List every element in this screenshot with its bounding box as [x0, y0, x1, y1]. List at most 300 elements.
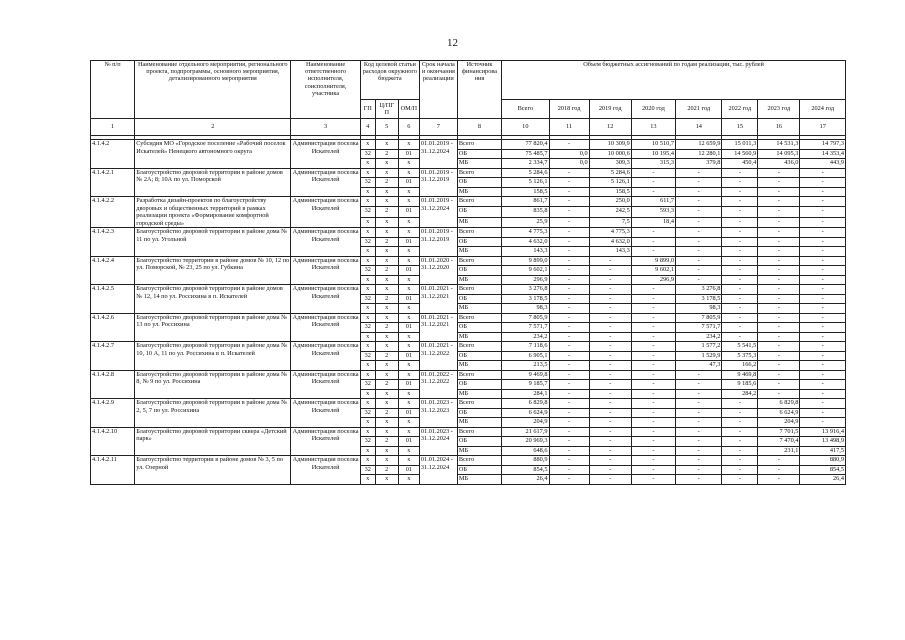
amount-cell: 12 280,1: [676, 149, 722, 159]
item-number: 4.1.4.2.1: [91, 168, 135, 197]
amount-cell: -: [676, 197, 722, 207]
amount-cell: -: [758, 332, 800, 342]
item-executor: Администрация поселка Искателей: [291, 399, 361, 428]
source-cell: МБ: [457, 187, 501, 197]
amount-cell: 13 498,9: [800, 437, 846, 447]
amount-cell: 4 632,0: [589, 237, 631, 247]
source-cell: МБ: [457, 446, 501, 456]
col-number: 6: [398, 119, 419, 136]
amount-cell: 9 899,0: [631, 256, 675, 266]
amount-cell: -: [589, 456, 631, 466]
amount-cell: -: [631, 399, 675, 409]
item-name: Благоустройство территории в районе домов № 3, 5 по ул. Озерной: [135, 456, 291, 485]
amount-cell: -: [549, 266, 589, 276]
table-row: [91, 197, 846, 207]
amount-cell: 9 899,0: [502, 256, 549, 266]
amount-cell: -: [722, 294, 758, 304]
amount-cell: 15 011,3: [722, 140, 758, 150]
amount-cell: 7 470,4: [758, 437, 800, 447]
amount-cell: 296,9: [631, 275, 675, 285]
amount-cell: 443,9: [800, 159, 846, 169]
amount-cell: -: [549, 178, 589, 188]
source-cell: Всего: [457, 140, 501, 150]
amount-cell: -: [758, 465, 800, 475]
amount-cell: -: [631, 323, 675, 333]
code-cell: x: [398, 342, 419, 352]
amount-cell: 7 571,7: [502, 323, 549, 333]
amount-cell: -: [589, 294, 631, 304]
amount-cell: -: [722, 275, 758, 285]
amount-cell: -: [549, 408, 589, 418]
amount-cell: 6 905,1: [502, 351, 549, 361]
amount-cell: -: [589, 332, 631, 342]
code-cell: x: [375, 256, 398, 266]
code-cell: 32: [360, 323, 375, 333]
amount-cell: -: [800, 285, 846, 295]
code-cell: 01: [398, 437, 419, 447]
amount-cell: -: [758, 285, 800, 295]
amount-cell: 26,4: [800, 475, 846, 485]
code-cell: x: [360, 197, 375, 207]
amount-cell: -: [549, 275, 589, 285]
code-cell: 2: [375, 323, 398, 333]
amount-cell: 4 775,3: [502, 228, 549, 238]
amount-cell: -: [758, 351, 800, 361]
amount-cell: -: [758, 304, 800, 314]
source-cell: Всего: [457, 197, 501, 207]
code-cell: x: [360, 313, 375, 323]
amount-cell: -: [631, 446, 675, 456]
source-cell: МБ: [457, 159, 501, 169]
amount-cell: -: [676, 370, 722, 380]
amount-cell: -: [589, 285, 631, 295]
amount-cell: 7 701,5: [758, 427, 800, 437]
code-cell: x: [398, 446, 419, 456]
amount-cell: -: [549, 332, 589, 342]
col-number: 17: [800, 119, 846, 136]
code-cell: 32: [360, 465, 375, 475]
amount-cell: -: [800, 361, 846, 371]
code-cell: x: [375, 389, 398, 399]
amount-cell: -: [589, 427, 631, 437]
code-cell: x: [398, 197, 419, 207]
code-cell: x: [375, 197, 398, 207]
amount-cell: -: [549, 399, 589, 409]
col-number: 2: [135, 119, 291, 136]
amount-cell: -: [676, 437, 722, 447]
code-cell: x: [360, 285, 375, 295]
item-number: 4.1.4.2.9: [91, 399, 135, 428]
amount-cell: 854,5: [502, 465, 549, 475]
code-cell: x: [360, 304, 375, 314]
item-term: 01.01.2023 - 31.12.2023: [419, 399, 457, 428]
amount-cell: -: [722, 437, 758, 447]
amount-cell: -: [631, 168, 675, 178]
col-number: 10: [502, 119, 549, 136]
code-cell: x: [398, 361, 419, 371]
table-row: [91, 427, 846, 437]
amount-cell: 204,9: [502, 418, 549, 428]
amount-cell: 5 284,6: [589, 168, 631, 178]
code-cell: x: [360, 140, 375, 150]
amount-cell: -: [549, 140, 589, 150]
amount-cell: -: [589, 389, 631, 399]
header-num: № п/п: [91, 61, 135, 119]
amount-cell: 26,4: [502, 475, 549, 485]
amount-cell: -: [800, 351, 846, 361]
amount-cell: -: [549, 380, 589, 390]
source-cell: МБ: [457, 275, 501, 285]
header-year-2024: 2024 год: [800, 100, 846, 119]
amount-cell: -: [758, 342, 800, 352]
amount-cell: -: [758, 475, 800, 485]
code-cell: 2: [375, 266, 398, 276]
amount-cell: -: [676, 217, 722, 227]
amount-cell: -: [722, 247, 758, 257]
table-row: [91, 399, 846, 409]
source-cell: ОБ: [457, 380, 501, 390]
item-term: 01.01.2019 - 31.12.2024: [419, 197, 457, 228]
col-number: 3: [291, 119, 361, 136]
code-cell: x: [398, 313, 419, 323]
amount-cell: -: [722, 304, 758, 314]
amount-cell: 14 531,3: [758, 140, 800, 150]
amount-cell: -: [800, 247, 846, 257]
table-row: [91, 168, 846, 178]
code-cell: x: [398, 285, 419, 295]
code-cell: x: [360, 427, 375, 437]
code-cell: 01: [398, 266, 419, 276]
amount-cell: -: [722, 187, 758, 197]
source-cell: Всего: [457, 456, 501, 466]
code-cell: x: [375, 332, 398, 342]
amount-cell: 231,1: [758, 446, 800, 456]
code-cell: x: [398, 332, 419, 342]
item-number: 4.1.4.2.2: [91, 197, 135, 228]
source-cell: Всего: [457, 399, 501, 409]
amount-cell: -: [800, 380, 846, 390]
amount-cell: -: [676, 228, 722, 238]
code-cell: 2: [375, 149, 398, 159]
code-cell: 32: [360, 408, 375, 418]
item-number: 4.1.4.2.10: [91, 427, 135, 456]
amount-cell: -: [549, 197, 589, 207]
source-cell: ОБ: [457, 351, 501, 361]
amount-cell: -: [800, 323, 846, 333]
code-cell: x: [398, 275, 419, 285]
amount-cell: -: [800, 256, 846, 266]
item-name: Благоустройство дворовой территории в районе домов № 12, 14 по ул. Россихина в п. Искателей: [135, 285, 291, 314]
code-cell: x: [360, 187, 375, 197]
amount-cell: -: [722, 237, 758, 247]
code-cell: x: [375, 285, 398, 295]
code-cell: x: [398, 370, 419, 380]
source-cell: ОБ: [457, 237, 501, 247]
table-row: [91, 228, 846, 238]
code-cell: x: [398, 475, 419, 485]
code-cell: 2: [375, 437, 398, 447]
code-cell: 01: [398, 149, 419, 159]
table-body: [91, 136, 846, 485]
code-cell: x: [360, 256, 375, 266]
table-row: [91, 256, 846, 266]
amount-cell: -: [549, 237, 589, 247]
amount-cell: -: [631, 427, 675, 437]
amount-cell: -: [549, 168, 589, 178]
amount-cell: -: [722, 446, 758, 456]
amount-cell: -: [758, 197, 800, 207]
code-cell: x: [360, 217, 375, 227]
amount-cell: 6 829,8: [502, 399, 549, 409]
amount-cell: -: [549, 456, 589, 466]
source-cell: Всего: [457, 342, 501, 352]
source-cell: Всего: [457, 370, 501, 380]
code-cell: 2: [375, 237, 398, 247]
source-cell: ОБ: [457, 437, 501, 447]
amount-cell: 20 969,3: [502, 437, 549, 447]
amount-cell: -: [549, 370, 589, 380]
amount-cell: -: [800, 332, 846, 342]
item-number: 4.1.4.2.8: [91, 370, 135, 399]
amount-cell: -: [676, 207, 722, 217]
amount-cell: -: [800, 304, 846, 314]
amount-cell: -: [676, 256, 722, 266]
amount-cell: 13 916,4: [800, 427, 846, 437]
item-number: 4.1.4.2.4: [91, 256, 135, 285]
amount-cell: -: [589, 304, 631, 314]
amount-cell: 3 178,5: [676, 294, 722, 304]
amount-cell: -: [549, 313, 589, 323]
amount-cell: -: [549, 247, 589, 257]
item-number: 4.1.4.2.11: [91, 456, 135, 485]
amount-cell: 3 276,8: [502, 285, 549, 295]
amount-cell: -: [631, 178, 675, 188]
amount-cell: -: [758, 380, 800, 390]
amount-cell: 880,9: [502, 456, 549, 466]
header-gp: ГП: [360, 100, 375, 119]
amount-cell: -: [758, 370, 800, 380]
code-cell: 01: [398, 465, 419, 475]
amount-cell: 861,7: [502, 197, 549, 207]
table-row: [91, 370, 846, 380]
amount-cell: -: [758, 456, 800, 466]
amount-cell: -: [758, 178, 800, 188]
amount-cell: -: [631, 351, 675, 361]
code-cell: x: [360, 475, 375, 485]
amount-cell: -: [589, 418, 631, 428]
amount-cell: -: [676, 418, 722, 428]
amount-cell: -: [549, 437, 589, 447]
amount-cell: 75 485,7: [502, 149, 549, 159]
amount-cell: 5 541,5: [722, 342, 758, 352]
amount-cell: -: [800, 168, 846, 178]
amount-cell: -: [722, 168, 758, 178]
item-executor: Администрация поселка Искателей: [291, 228, 361, 257]
code-cell: 2: [375, 408, 398, 418]
code-cell: x: [375, 399, 398, 409]
code-cell: x: [375, 168, 398, 178]
code-cell: x: [375, 247, 398, 257]
amount-cell: -: [589, 475, 631, 485]
col-number: 8: [457, 119, 501, 136]
item-executor: Администрация поселка Искателей: [291, 168, 361, 197]
amount-cell: -: [631, 361, 675, 371]
table-row: [91, 456, 846, 466]
code-cell: 01: [398, 178, 419, 188]
column-number-row: [91, 119, 846, 136]
col-number: 4: [360, 119, 375, 136]
col-number: 7: [419, 119, 457, 136]
amount-cell: -: [676, 475, 722, 485]
amount-cell: -: [676, 465, 722, 475]
code-cell: x: [360, 247, 375, 257]
item-term: 01.01.2019 - 31.12.2019: [419, 228, 457, 257]
item-name: Благоустройство дворовой территории в районе дома № 2, 5, 7 по ул. Россихина: [135, 399, 291, 428]
amount-cell: 234,2: [502, 332, 549, 342]
amount-cell: -: [549, 351, 589, 361]
code-cell: x: [375, 370, 398, 380]
amount-cell: 7 805,9: [502, 313, 549, 323]
amount-cell: 6 624,9: [758, 408, 800, 418]
source-cell: МБ: [457, 418, 501, 428]
source-cell: ОБ: [457, 323, 501, 333]
item-term: 01.01.2023 - 31.12.2024: [419, 427, 457, 456]
page-number: 12: [447, 37, 458, 49]
amount-cell: -: [631, 237, 675, 247]
amount-cell: -: [631, 332, 675, 342]
code-cell: x: [375, 275, 398, 285]
amount-cell: -: [676, 380, 722, 390]
amount-cell: -: [589, 323, 631, 333]
amount-cell: -: [549, 389, 589, 399]
amount-cell: 166,2: [722, 361, 758, 371]
amount-cell: -: [549, 256, 589, 266]
item-name: Благоустройство дворовой территории в районе дома № 11 по ул. Угольной: [135, 228, 291, 257]
amount-cell: 1 529,9: [676, 351, 722, 361]
amount-cell: -: [549, 304, 589, 314]
item-executor: Администрация поселка Искателей: [291, 342, 361, 371]
amount-cell: -: [722, 285, 758, 295]
amount-cell: 4 632,0: [502, 237, 549, 247]
amount-cell: -: [722, 456, 758, 466]
code-cell: x: [375, 304, 398, 314]
code-cell: x: [360, 228, 375, 238]
amount-cell: 593,3: [631, 207, 675, 217]
col-number: 14: [676, 119, 722, 136]
amount-cell: 9 469,8: [722, 370, 758, 380]
code-cell: x: [360, 361, 375, 371]
col-number: 1: [91, 119, 135, 136]
amount-cell: -: [758, 266, 800, 276]
amount-cell: -: [549, 294, 589, 304]
amount-cell: -: [631, 389, 675, 399]
code-cell: 32: [360, 380, 375, 390]
amount-cell: 7 805,9: [676, 313, 722, 323]
source-cell: ОБ: [457, 178, 501, 188]
amount-cell: 1 577,2: [676, 342, 722, 352]
amount-cell: -: [800, 408, 846, 418]
amount-cell: -: [722, 256, 758, 266]
amount-cell: -: [631, 465, 675, 475]
amount-cell: -: [800, 178, 846, 188]
amount-cell: -: [631, 247, 675, 257]
source-cell: Всего: [457, 256, 501, 266]
code-cell: 32: [360, 237, 375, 247]
code-cell: x: [360, 275, 375, 285]
code-cell: x: [398, 418, 419, 428]
amount-cell: 14 797,3: [800, 140, 846, 150]
code-cell: x: [398, 427, 419, 437]
code-cell: 2: [375, 207, 398, 217]
table-row: [91, 313, 846, 323]
amount-cell: 417,5: [800, 446, 846, 456]
amount-cell: 250,0: [589, 197, 631, 207]
header-year-2021: 2021 год: [676, 100, 722, 119]
item-term: 01.01.2019 - 31.12.2024: [419, 140, 457, 169]
amount-cell: -: [589, 266, 631, 276]
amount-cell: -: [676, 389, 722, 399]
amount-cell: -: [722, 427, 758, 437]
amount-cell: 315,3: [631, 159, 675, 169]
item-executor: Администрация поселка Искателей: [291, 140, 361, 169]
amount-cell: 4 775,3: [589, 228, 631, 238]
amount-cell: -: [631, 313, 675, 323]
amount-cell: -: [589, 437, 631, 447]
amount-cell: 14 095,3: [758, 149, 800, 159]
code-cell: 32: [360, 178, 375, 188]
amount-cell: -: [549, 187, 589, 197]
amount-cell: -: [589, 380, 631, 390]
amount-cell: -: [631, 418, 675, 428]
amount-cell: 213,5: [502, 361, 549, 371]
code-cell: x: [398, 187, 419, 197]
amount-cell: 5 126,1: [589, 178, 631, 188]
code-cell: x: [398, 399, 419, 409]
amount-cell: -: [800, 294, 846, 304]
item-executor: Администрация поселка Искателей: [291, 370, 361, 399]
amount-cell: -: [631, 342, 675, 352]
amount-cell: -: [722, 178, 758, 188]
amount-cell: -: [676, 187, 722, 197]
amount-cell: -: [800, 418, 846, 428]
item-number: 4.1.4.2: [91, 140, 135, 169]
amount-cell: -: [549, 285, 589, 295]
item-term: 01.01.2021 - 31.12.2022: [419, 342, 457, 371]
code-cell: x: [360, 168, 375, 178]
header-year-2019: 2019 год: [589, 100, 631, 119]
amount-cell: -: [800, 275, 846, 285]
amount-cell: -: [758, 313, 800, 323]
code-cell: x: [360, 399, 375, 409]
amount-cell: -: [800, 342, 846, 352]
amount-cell: 7,5: [589, 217, 631, 227]
col-number: 16: [758, 119, 800, 136]
amount-cell: 242,5: [589, 207, 631, 217]
code-cell: x: [398, 168, 419, 178]
col-number: 12: [589, 119, 631, 136]
code-cell: 32: [360, 437, 375, 447]
amount-cell: 5 375,3: [722, 351, 758, 361]
amount-cell: -: [589, 446, 631, 456]
code-cell: x: [398, 389, 419, 399]
header-year-2023: 2023 год: [758, 100, 800, 119]
col-number: 5: [375, 119, 398, 136]
amount-cell: 21 617,9: [502, 427, 549, 437]
header-om: ОМ/П: [398, 100, 419, 119]
source-cell: Всего: [457, 313, 501, 323]
code-cell: x: [398, 159, 419, 169]
source-cell: МБ: [457, 247, 501, 257]
